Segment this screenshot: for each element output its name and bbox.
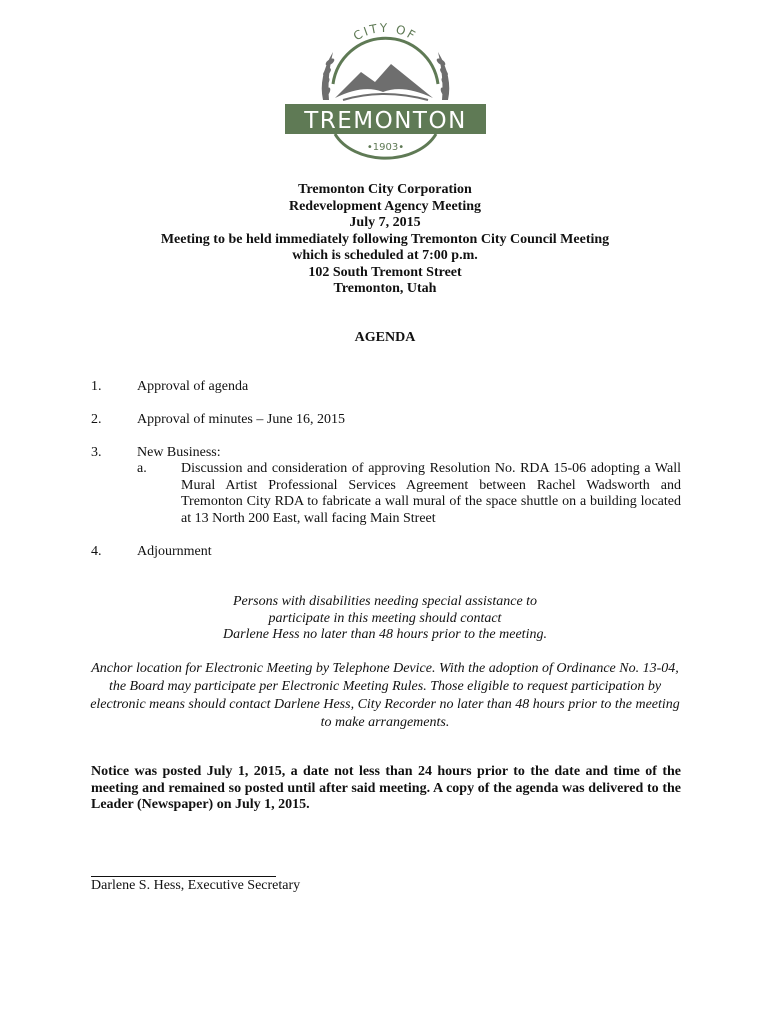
electronic-meeting-notice: Anchor location for Electronic Meeting by Telephone Device. With the adoption of Ordinance No. 13-04, the Board may participate per Electronic Meeting Rules. Those eligible to request participation by electronic means should contact Darlene Hess, City Recorder no later than 48 hours prior to the meeting to make arrangements. — [90, 661, 680, 730]
item-number: 4. — [91, 544, 102, 559]
subitem-letter: a. — [137, 461, 147, 476]
meeting-header — [0, 182, 770, 298]
mountain-icon — [335, 64, 433, 98]
logo-year: •1903• — [366, 142, 405, 153]
header-line: 102 South Tremont Street — [308, 264, 462, 280]
subitem-text: Discussion and consideration of approving Resolution No. RDA 15-06 adopting a Wall Mural Artist Professional Services Agreement between Rachel Wadsworth and Tremonton City RDA to fabricate a wall mural of the space shuttle on a building located at 13 North 200 East, wall facing Main Street — [181, 461, 681, 526]
item-text: Adjournment — [137, 544, 212, 559]
logo-top-text: CITY OF — [350, 22, 420, 44]
signature-line — [91, 876, 276, 877]
header-line: which is scheduled at 7:00 p.m. — [292, 248, 478, 263]
agenda-title: AGENDA — [354, 330, 416, 345]
header-line: Redevelopment Agency Meeting — [288, 198, 482, 214]
item-number: 2. — [91, 412, 102, 427]
posting-notice: Notice was posted July 1, 2015, a date not less than 24 hours prior to the date and time of the meeting and remained so posted until after said meeting. A copy of the agenda was delivered to the Leader (Newspaper) on July 1, 2015. — [91, 764, 681, 812]
item-text: Approval of agenda — [137, 379, 249, 394]
disabilities-line: participate in this meeting should contact — [268, 610, 502, 626]
item-text: New Business: — [137, 445, 221, 460]
svg-text:CITY OF — [351, 22, 419, 43]
disabilities-notice — [150, 594, 620, 644]
item-number: 3. — [91, 445, 102, 460]
header-line: Tremonton, Utah — [333, 281, 437, 296]
disabilities-line: Darlene Hess no later than 48 hours prior to the meeting. — [223, 627, 547, 642]
header-line: Tremonton City Corporation — [298, 182, 472, 197]
item-number: 1. — [91, 379, 102, 394]
logo-name: TREMONTON — [304, 108, 467, 134]
header-line: July 7, 2015 — [349, 215, 421, 230]
header-line: Meeting to be held immediately following Tremonton City Council Meeting — [160, 231, 610, 247]
signature-name: Darlene S. Hess, Executive Secretary — [91, 878, 301, 893]
item-text: Approval of minutes – June 16, 2015 — [137, 412, 346, 427]
disabilities-line: Persons with disabilities needing special assistance to — [232, 594, 538, 609]
city-seal-logo — [283, 22, 488, 167]
